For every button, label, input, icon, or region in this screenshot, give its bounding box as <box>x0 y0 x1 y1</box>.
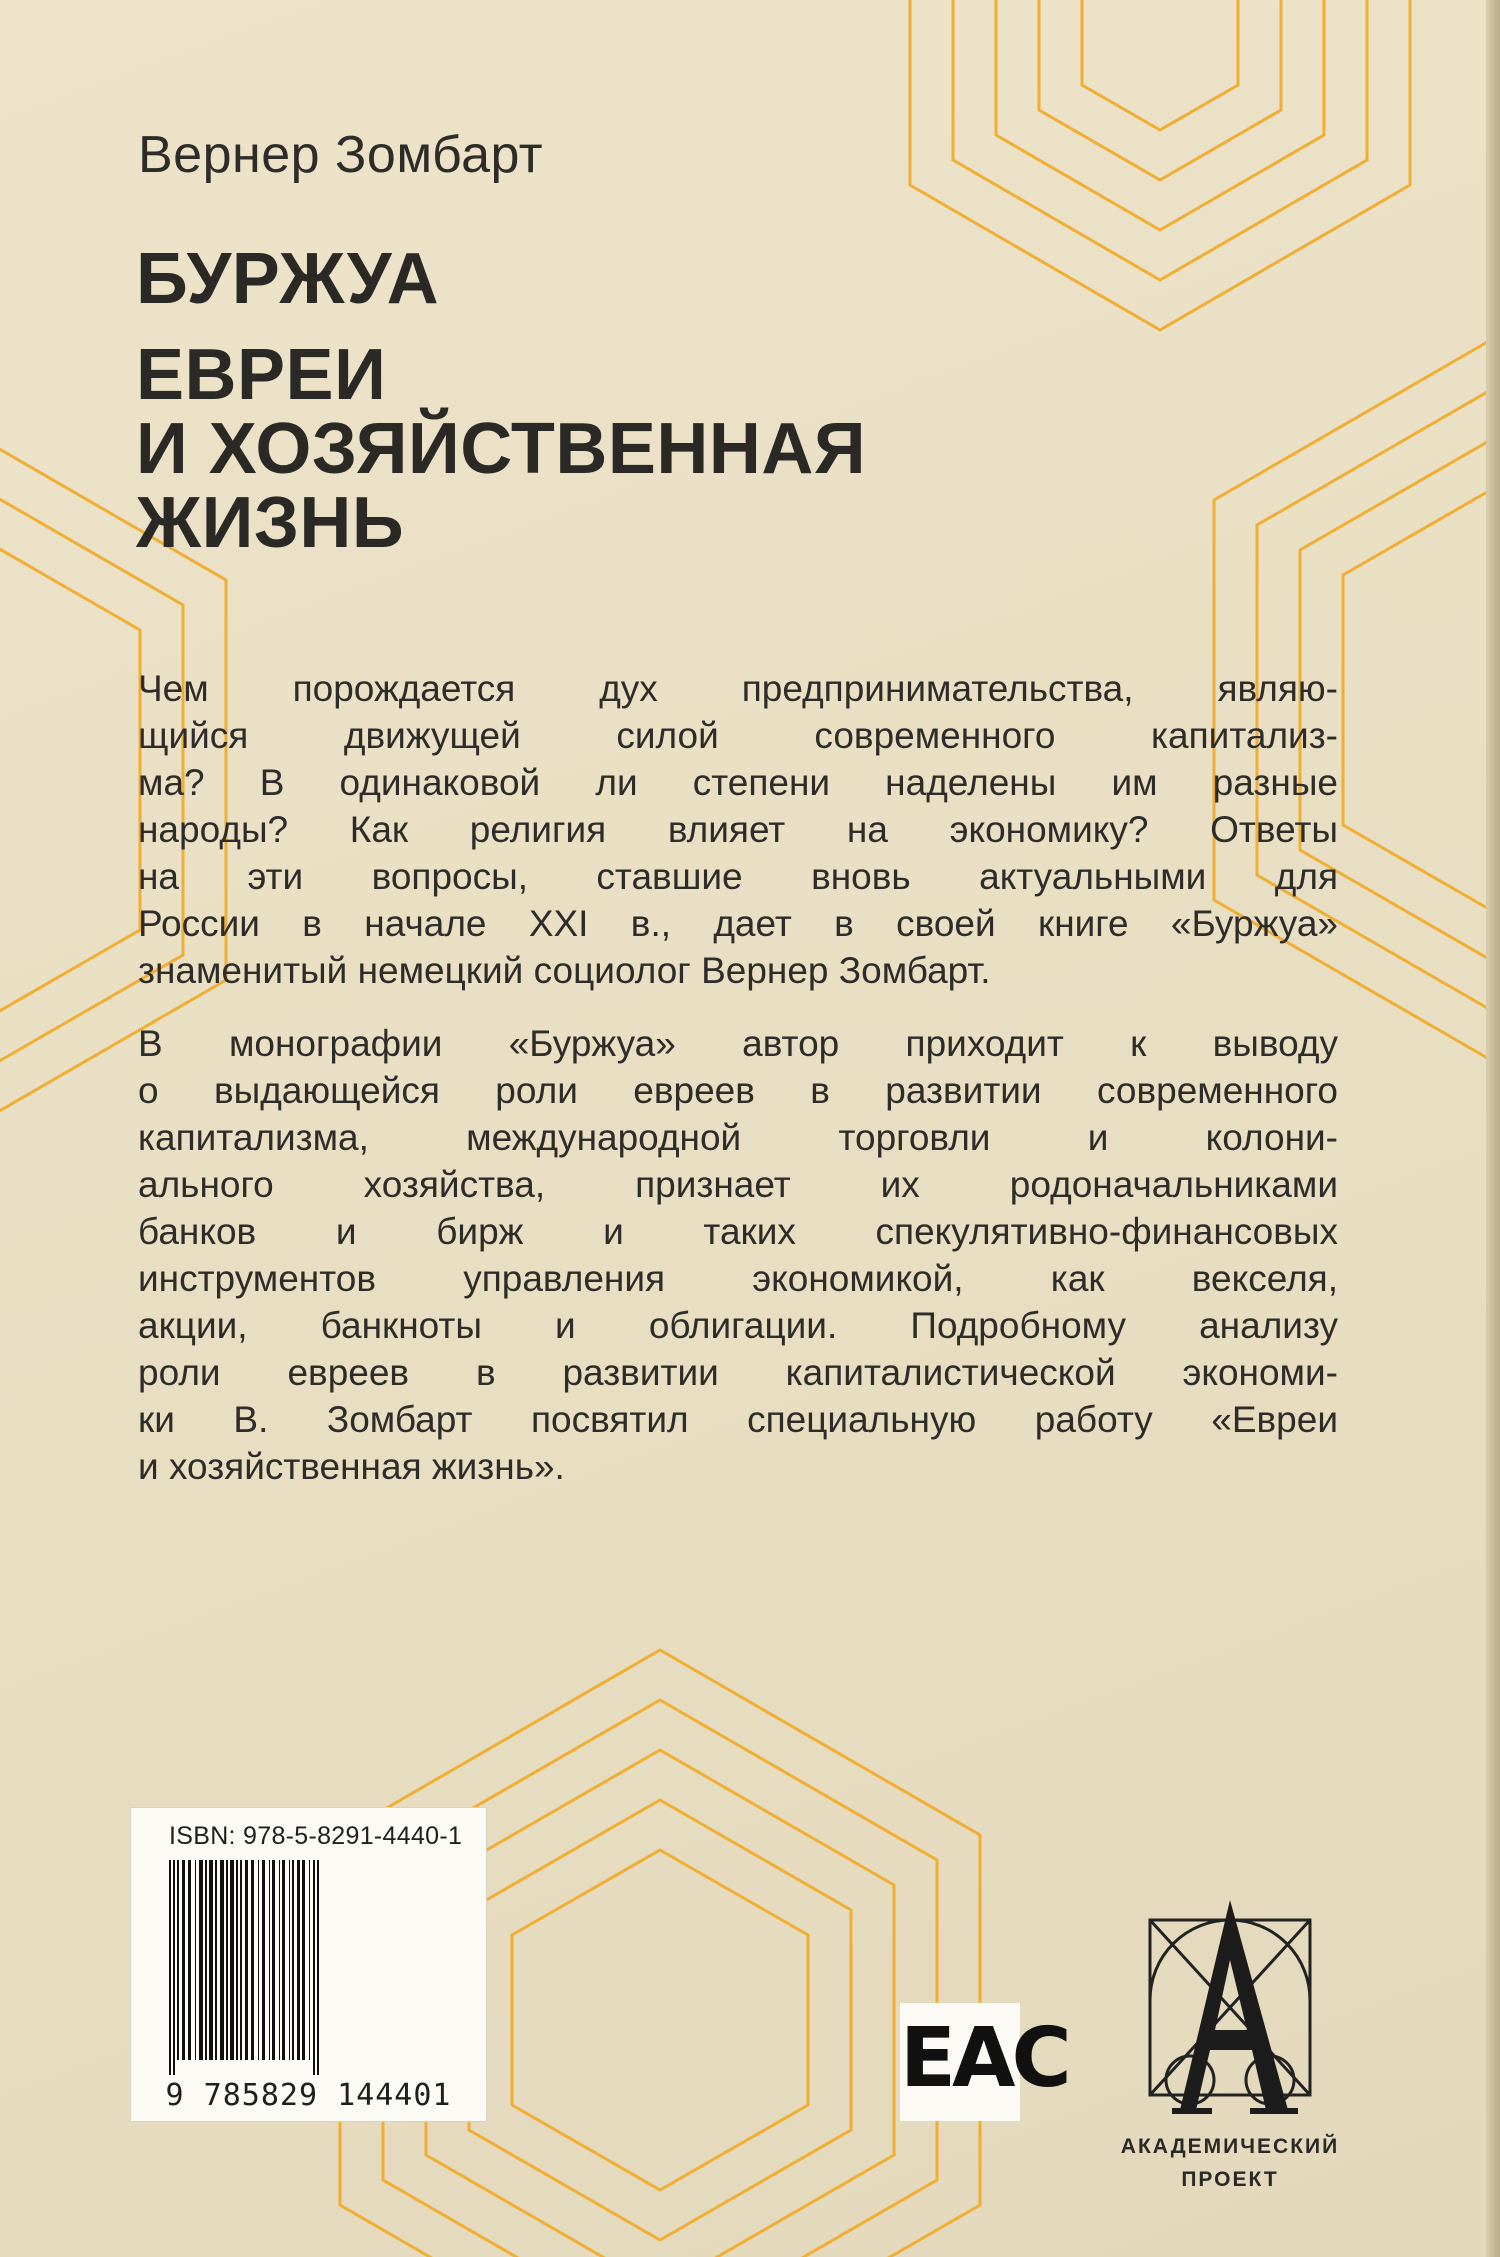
barcode-bar <box>297 1860 300 2060</box>
author-name: Вернер Зомбарт <box>138 126 544 184</box>
text-line: и хозяйственная жизнь». <box>138 1446 565 1487</box>
barcode-guard-bar <box>169 1860 171 2075</box>
barcode-bar <box>205 1860 207 2060</box>
barcode-bar <box>289 1860 290 2060</box>
barcode-digits: 9 785829 144401 <box>165 2078 452 2113</box>
text-line: ки В. Зомбарт посвятил специальную работу «Евреи <box>138 1399 1338 1440</box>
text-line: на эти вопросы, ставшие вновь актуальными для <box>138 856 1338 897</box>
barcode-bar <box>199 1860 203 2060</box>
book-subtitle <box>136 335 867 563</box>
barcode-bar <box>177 1860 179 2060</box>
subtitle-line: ЕВРЕИ <box>136 335 387 415</box>
barcode-guard-bar <box>317 1860 319 2075</box>
description-paragraph-1 <box>138 665 1338 994</box>
text-line: инструментов управления экономикой, как векселя, <box>138 1258 1338 1299</box>
academic-project-logo-icon <box>1120 1890 1340 2130</box>
description-paragraph-2 <box>138 1020 1338 1490</box>
barcode-bar <box>195 1860 196 2060</box>
barcode-bar <box>282 1860 285 2060</box>
barcode-guard-bar <box>313 1860 315 2075</box>
text-line: капитализма, международной торговли и колони- <box>138 1117 1338 1158</box>
eac-mark-text: EAC <box>900 2011 1068 2106</box>
barcode-bar <box>245 1860 248 2060</box>
barcode-bar <box>269 1860 270 2060</box>
text-line: ального хозяйства, признает их родоначальниками <box>138 1164 1338 1205</box>
barcode <box>130 1807 487 2122</box>
barcode-bar <box>236 1860 238 2060</box>
text-line: России в начале XXI в., дает в своей книге «Буржуа» <box>138 903 1338 944</box>
barcode-bar <box>226 1860 228 2060</box>
barcode-bar <box>188 1860 191 2060</box>
barcode-icon <box>169 1860 449 2075</box>
barcode-bar <box>302 1860 305 2060</box>
text-line: народы? Как религия влияет на экономику? Ответы <box>138 809 1338 850</box>
barcode-bar <box>230 1860 234 2060</box>
barcode-bar <box>182 1860 185 2060</box>
barcode-bar <box>272 1860 275 2060</box>
eac-mark <box>900 2003 1068 2121</box>
subtitle-line: ЖИЗНЬ <box>136 483 405 563</box>
text-line: В монографии «Буржуа» автор приходит к выводу <box>138 1023 1338 1064</box>
barcode-bar <box>251 1860 254 2060</box>
isbn-label: ISBN: 978-5-8291-4440-1 <box>169 1822 463 1850</box>
barcode-bar <box>258 1860 259 2060</box>
cover-edge <box>1486 0 1500 2257</box>
publisher-name-line-1: АКАДЕМИЧЕСКИЙ <box>1120 2135 1340 2158</box>
text-line: Чем порождается дух предпринимательства, являю- <box>138 668 1338 709</box>
subtitle-line: И ХОЗЯЙСТВЕННАЯ <box>136 409 867 489</box>
barcode-bar <box>279 1860 280 2060</box>
text-line: банков и бирж и таких спекулятивно-финансовых <box>138 1211 1338 1252</box>
barcode-bar <box>215 1860 217 2060</box>
text-line: акции, банкноты и облигации. Подробному анализу <box>138 1305 1338 1346</box>
book-title: БУРЖУА <box>136 239 440 319</box>
text-line: роли евреев в развитии капиталистической экономи- <box>138 1352 1338 1393</box>
text-line: щийся движущей силой современного капитализ- <box>138 715 1338 756</box>
barcode-bar <box>292 1860 294 2060</box>
barcode-bar <box>220 1860 224 2060</box>
text-line: ма? В одинаковой ли степени наделены им разные <box>138 762 1338 803</box>
barcode-bar <box>262 1860 265 2060</box>
barcode-guard-bar <box>173 1860 175 2075</box>
text-line: о выдающейся роли евреев в развитии современного <box>138 1070 1338 1111</box>
publisher-name-line-2: ПРОЕКТ <box>1181 2168 1279 2191</box>
barcode-bar <box>309 1860 310 2060</box>
barcode-bar <box>209 1860 213 2060</box>
barcode-bar <box>240 1860 242 2060</box>
text-line: знаменитый немецкий социолог Вернер Зомбарт. <box>138 950 991 991</box>
